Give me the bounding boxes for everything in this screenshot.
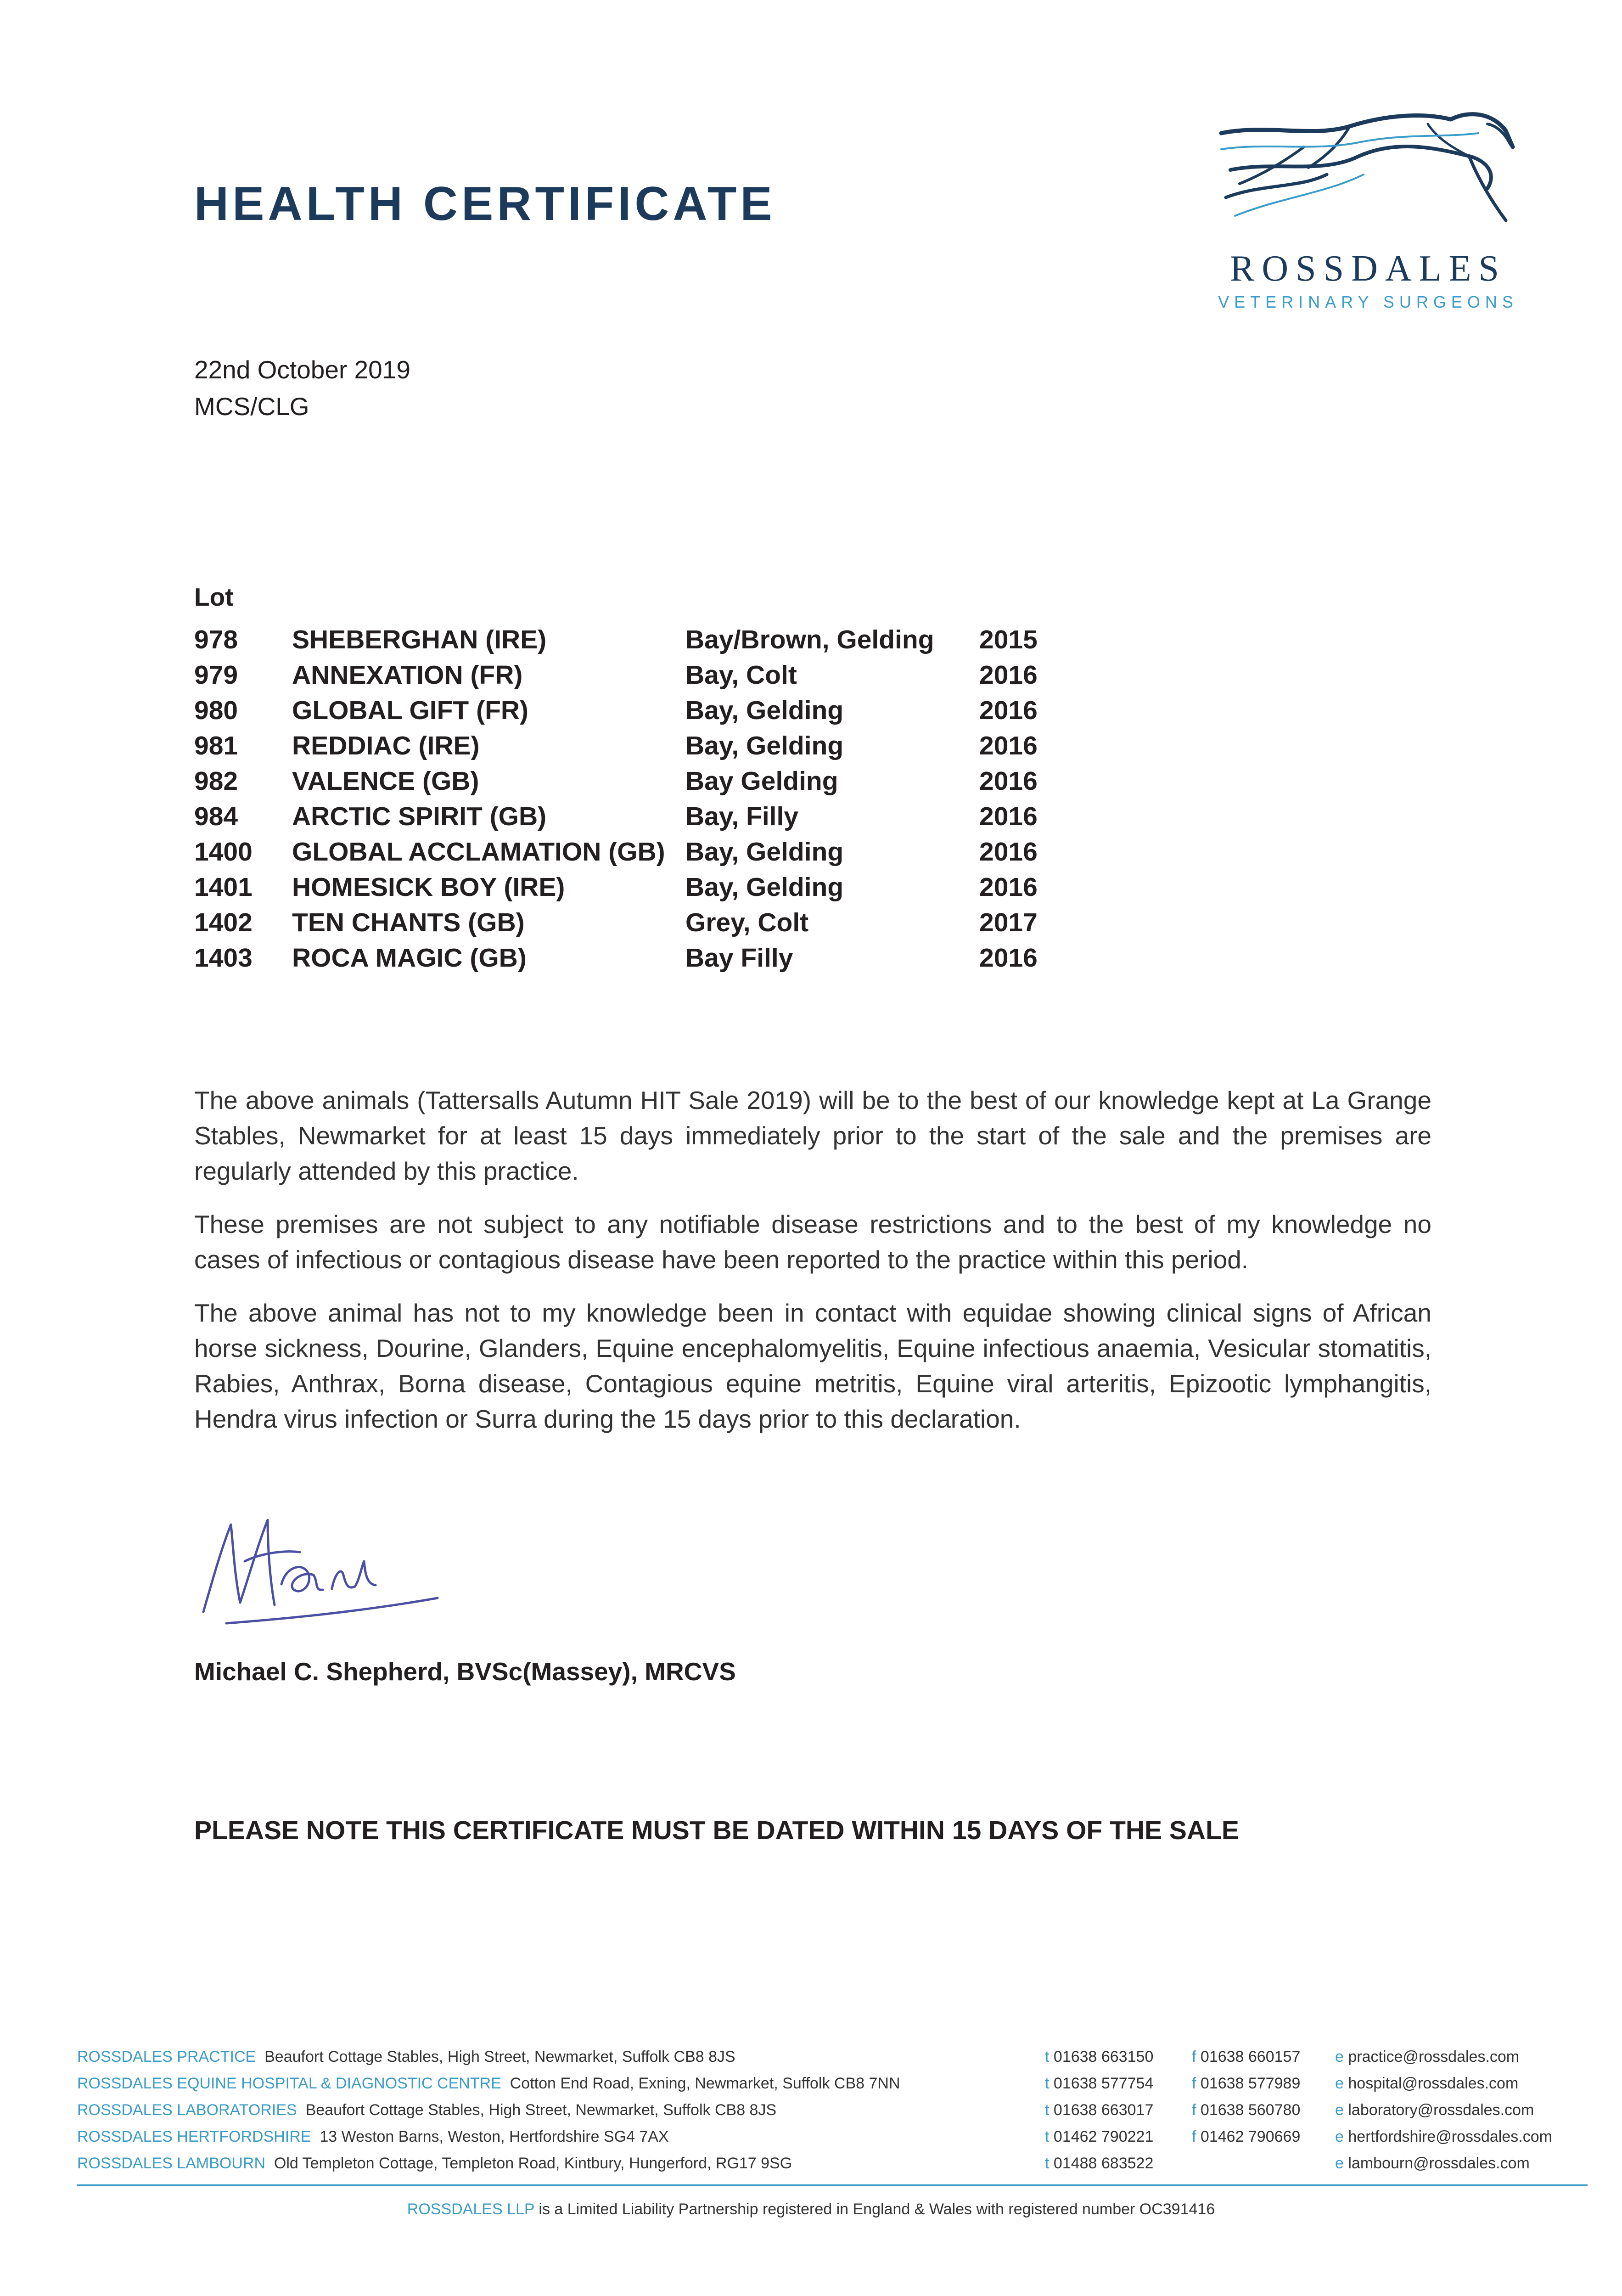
office-phone: 01638 577754	[1053, 2075, 1154, 2092]
horse-year: 2016	[979, 766, 1038, 796]
office-phone: 01638 663150	[1053, 2048, 1154, 2065]
certificate-body	[194, 1083, 1431, 1455]
lot-number: 1401	[194, 872, 253, 902]
footer-row: ROSSDALES LABORATORIES Beaufort Cottage Stables, High Street, Newmarket, Suffolk CB8 8JS t 01638 663017 f 01638 560780 e laboratory@rossdales.com	[77, 2101, 1534, 2119]
footer-row: ROSSDALES PRACTICE Beaufort Cottage Stables, High Street, Newmarket, Suffolk CB8 8JS t 01638 663150 f 01638 660157 e practice@rossdales.com	[77, 2048, 1520, 2065]
body-paragraph: The above animal has not to my knowledge been in contact with equidae showing clinical signs of African horse sickness, Dourine, Glanders, Equine encephalomyelitis, Equine infectious anaemia, Vesicular stomatitis, Rabies, Anthrax, Borna disease, Contagious equine metritis, Equine viral arteritis, Epizootic lymphangitis, Hendra virus infection or Surra during the 15 days prior to this declaration.	[194, 1299, 1431, 1433]
company-logo	[1212, 106, 1524, 312]
legal-notice	[0, 2200, 1622, 2218]
horse-year: 2016	[979, 943, 1038, 973]
office-fax: 01638 577989	[1200, 2075, 1301, 2092]
sale-notice: PLEASE NOTE THIS CERTIFICATE MUST BE DATED WITHIN 15 DAYS OF THE SALE	[194, 1816, 1239, 1845]
document-date: 22nd October 2019	[194, 355, 410, 384]
lot-heading: Lot	[194, 583, 234, 611]
office-address: Old Templeton Cottage, Templeton Road, Kintbury, Hungerford, RG17 9SG	[274, 2155, 792, 2172]
body-paragraph: These premises are not subject to any notifiable disease restrictions and to the best of my knowledge no cases of infectious or contagious disease have been reported to the practice within this period.	[194, 1210, 1431, 1274]
office-fax: 01638 660157	[1200, 2048, 1301, 2065]
horse-description: Bay, Colt	[685, 660, 797, 690]
office-name: ROSSDALES HERTFORDSHIRE	[77, 2128, 311, 2145]
horse-name: ROCA MAGIC (GB)	[292, 943, 527, 973]
horse-name: TEN CHANTS (GB)	[292, 908, 525, 937]
office-fax: 01638 560780	[1200, 2101, 1301, 2119]
lot-number: 979	[194, 660, 238, 690]
logo-name: ROSSDALES	[1230, 248, 1506, 289]
lot-number: 1400	[194, 837, 253, 867]
office-email: hertfordshire@rossdales.com	[1348, 2128, 1552, 2145]
horse-name: GLOBAL GIFT (FR)	[292, 696, 529, 725]
horse-year: 2015	[979, 625, 1038, 654]
office-email: lambourn@rossdales.com	[1348, 2155, 1530, 2172]
horse-year: 2016	[979, 660, 1038, 690]
body-paragraph: The above animals (Tattersalls Autumn HIT Sale 2019) will be to the best of our knowledge kept at La Grange Stables, Newmarket for at least 15 days immediately prior to the start of the sale and the premises are regularly attended by this practice.	[194, 1086, 1431, 1185]
horse-description: Bay Gelding	[685, 766, 838, 796]
horse-year: 2016	[979, 802, 1038, 831]
horse-year: 2017	[979, 908, 1038, 937]
horse-year: 2016	[979, 696, 1038, 725]
horse-description: Bay, Gelding	[685, 696, 844, 725]
office-email: practice@rossdales.com	[1348, 2048, 1520, 2065]
handwritten-signature	[194, 1506, 451, 1635]
horse-logo-icon	[1212, 106, 1524, 243]
lot-number: 1403	[194, 943, 253, 973]
office-fax: 01462 790669	[1200, 2128, 1301, 2145]
office-address: Beaufort Cottage Stables, High Street, Newmarket, Suffolk CB8 8JS	[305, 2101, 777, 2119]
lot-number: 980	[194, 696, 238, 725]
document-meta	[194, 351, 410, 425]
horse-description: Bay, Gelding	[685, 837, 844, 867]
office-name: ROSSDALES PRACTICE	[77, 2048, 256, 2065]
office-phone: 01462 790221	[1053, 2128, 1154, 2145]
office-phone: 01488 683522	[1053, 2155, 1154, 2172]
horse-description: Bay Filly	[685, 943, 793, 973]
lot-number: 984	[194, 802, 238, 831]
office-name: ROSSDALES LAMBOURN	[77, 2155, 265, 2172]
office-email: laboratory@rossdales.com	[1348, 2101, 1534, 2119]
logo-subtitle: VETERINARY SURGEONS	[1218, 293, 1518, 311]
lot-number: 978	[194, 625, 238, 654]
lot-number: 1402	[194, 908, 253, 937]
office-name: ROSSDALES EQUINE HOSPITAL & DIAGNOSTIC CENTRE	[77, 2075, 501, 2092]
document-reference: MCS/CLG	[194, 392, 309, 421]
office-email: hospital@rossdales.com	[1348, 2075, 1519, 2092]
horse-description: Bay/Brown, Gelding	[685, 625, 934, 654]
horse-name: VALENCE (GB)	[292, 766, 479, 796]
footer-row: ROSSDALES LAMBOURN Old Templeton Cottage, Templeton Road, Kintbury, Hungerford, RG17 9SG t 01488 683522 e lambourn@rossdales.com	[77, 2155, 1530, 2172]
horse-name: ARCTIC SPIRIT (GB)	[292, 802, 547, 831]
horse-description: Bay, Gelding	[685, 872, 844, 902]
horse-description: Grey, Colt	[685, 908, 809, 937]
lot-number: 981	[194, 731, 238, 760]
document-title: HEALTH CERTIFICATE	[194, 177, 776, 231]
legal-company-name: ROSSDALES LLP	[407, 2200, 534, 2218]
horse-description: Bay, Filly	[685, 802, 799, 831]
horse-name: GLOBAL ACCLAMATION (GB)	[292, 837, 665, 867]
footer-row: ROSSDALES HERTFORDSHIRE 13 Weston Barns, Weston, Hertfordshire SG4 7AX t 01462 790221 f 01462 790669 e hertfordshire@rossdales.com	[77, 2128, 1552, 2145]
footer-divider	[77, 2184, 1588, 2186]
office-phone: 01638 663017	[1053, 2101, 1154, 2119]
legal-text: is a Limited Liability Partnership registered in England & Wales with registered number OC391416	[539, 2200, 1215, 2218]
lot-number: 982	[194, 766, 238, 796]
signatory-name: Michael C. Shepherd, BVSc(Massey), MRCVS	[194, 1657, 736, 1686]
horse-description: Bay, Gelding	[685, 731, 844, 760]
horse-year: 2016	[979, 731, 1038, 760]
horse-name: HOMESICK BOY (IRE)	[292, 872, 565, 902]
horse-year: 2016	[979, 837, 1038, 867]
footer-row: ROSSDALES EQUINE HOSPITAL & DIAGNOSTIC CENTRE Cotton End Road, Exning, Newmarket, Suffolk CB8 7NN t 01638 577754 f 01638 577989 e hospital@rossdales.com	[77, 2075, 1519, 2092]
office-address: Cotton End Road, Exning, Newmarket, Suffolk CB8 7NN	[510, 2075, 900, 2092]
office-name: ROSSDALES LABORATORIES	[77, 2101, 297, 2119]
office-address: 13 Weston Barns, Weston, Hertfordshire SG4 7AX	[320, 2128, 669, 2145]
horse-name: REDDIAC (IRE)	[292, 731, 480, 760]
horse-name: SHEBERGHAN (IRE)	[292, 625, 547, 654]
footer-contacts	[77, 2048, 1588, 2181]
horse-name: ANNEXATION (FR)	[292, 660, 523, 690]
office-address: Beaufort Cottage Stables, High Street, Newmarket, Suffolk CB8 8JS	[264, 2048, 735, 2065]
horse-year: 2016	[979, 872, 1038, 902]
